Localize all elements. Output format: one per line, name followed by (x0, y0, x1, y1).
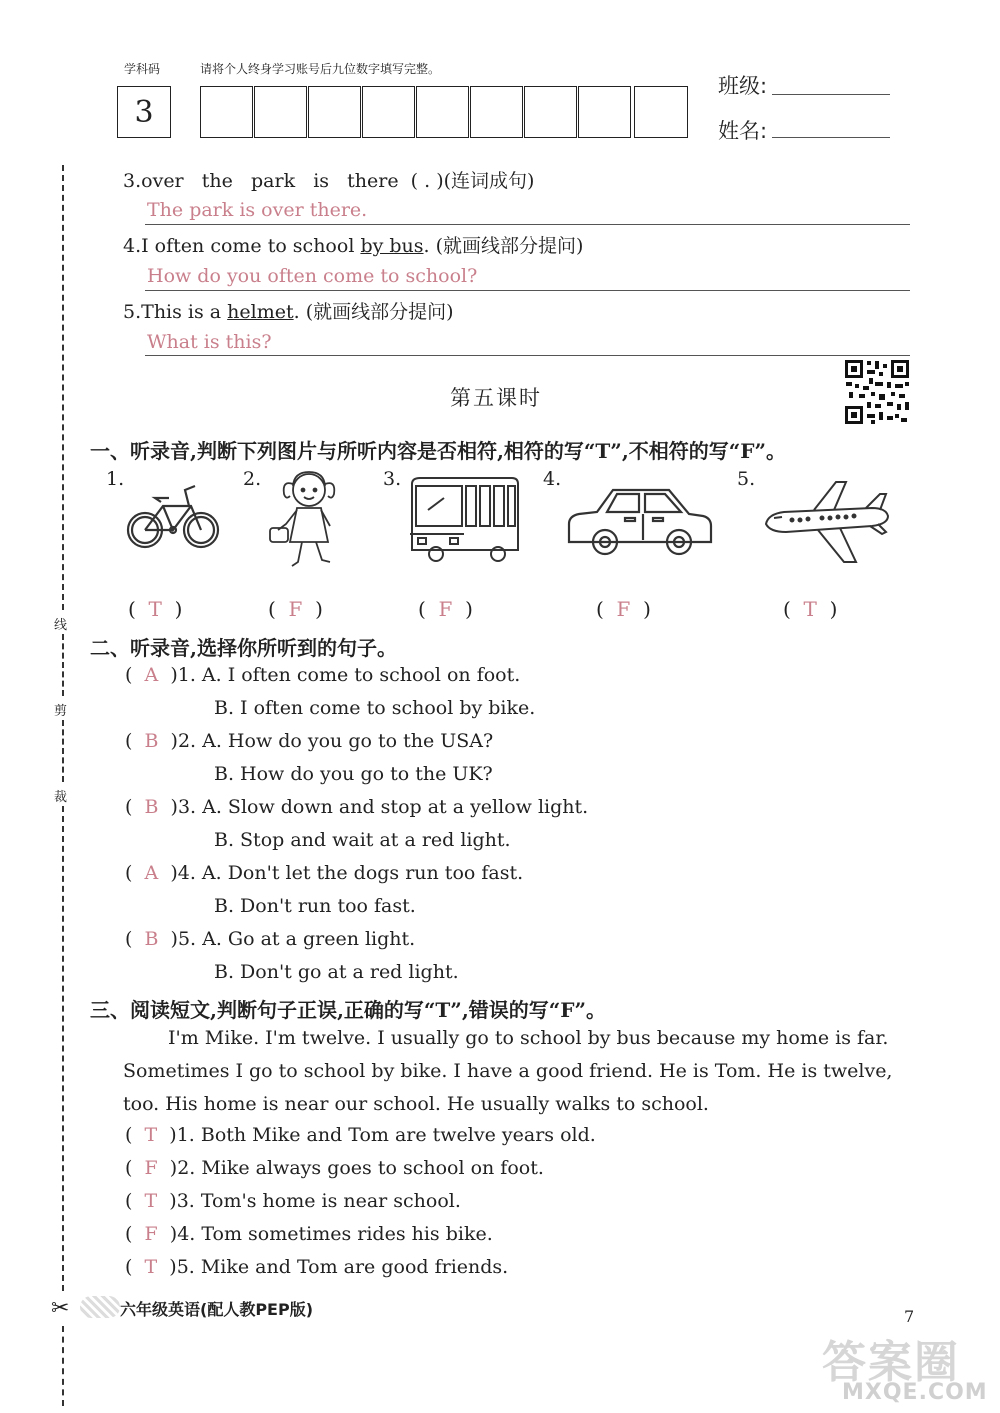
option-b: B. Don't go at a red light. (214, 961, 459, 983)
statement: 2. Mike always goes to school on foot. (177, 1157, 544, 1179)
passage-line: Sometimes I go to school by bike. I have a good friend. He is Tom. He is twelve, (123, 1060, 893, 1082)
bicycle-icon (125, 478, 221, 554)
question-3 (123, 166, 534, 193)
answer-value: F (144, 1223, 158, 1245)
choice-item: ( A )4. A. Don't let the dogs run too fast. (125, 862, 524, 884)
item-number: 4. (543, 468, 562, 490)
choice-item: ( B )5. A. Go at a green light. (125, 928, 416, 950)
item-number: 2. (243, 468, 262, 490)
question-instruction: . (就画线部分提问) (293, 301, 454, 323)
answer-paren[interactable]: ( F ) (268, 597, 323, 621)
option-b: B. Don't run too fast. (214, 895, 416, 917)
cut-line (62, 720, 64, 782)
answer-line (145, 355, 910, 356)
underlined-phrase: by bus (360, 235, 424, 257)
account-digit-box[interactable] (578, 86, 631, 138)
answer-3: The park is over there. (147, 199, 368, 221)
answer-paren[interactable]: ( T ) (783, 597, 838, 621)
answer-line (145, 224, 910, 225)
cut-line (62, 634, 64, 696)
page-number: 7 (904, 1307, 915, 1326)
answer-line (145, 290, 910, 291)
question-text: This is a (141, 301, 228, 323)
subject-code-box (117, 86, 171, 138)
option-a: 4. A. Don't let the dogs run too fast. (177, 862, 524, 884)
option-b: B. How do you go to the UK? (214, 763, 493, 785)
answer-value: B (144, 796, 159, 818)
answer-5: What is this? (147, 331, 272, 353)
question-number: 5. (123, 301, 142, 323)
subject-code-value: 3 (134, 94, 154, 130)
section-3-title: 三、阅读短文,判断句子正误,正确的写“T”,错误的写“F”。 (90, 998, 606, 1022)
footer-decoration (80, 1296, 120, 1318)
class-label: 班级: (718, 74, 768, 98)
account-digit-box[interactable] (308, 86, 361, 138)
answer-value: F (438, 597, 453, 621)
judge-item: ( T )5. Mike and Tom are good friends. (125, 1256, 509, 1278)
question-4 (123, 231, 583, 258)
account-digit-box[interactable] (254, 86, 307, 138)
answer-value: A (144, 664, 159, 686)
account-instruction: 请将个人终身学习账号后九位数字填写完整。 (200, 62, 441, 76)
question-number: 4. (123, 235, 142, 257)
answer-value: T (144, 1256, 158, 1278)
answer-value: F (288, 597, 303, 621)
cut-line-label: 裁 (54, 790, 68, 805)
question-text: over the park is there ( . )(连词成句) (141, 170, 535, 192)
class-blank[interactable] (772, 94, 890, 95)
question-instruction: . (就画线部分提问) (423, 235, 584, 257)
account-digit-box[interactable] (524, 86, 577, 138)
account-digit-box[interactable] (416, 86, 469, 138)
answer-value: A (144, 862, 159, 884)
name-label: 姓名: (718, 119, 768, 143)
item-number: 5. (737, 468, 756, 490)
item-number: 1. (106, 468, 125, 490)
statement: 1. Both Mike and Tom are twelve years old. (176, 1124, 596, 1146)
lesson-title: 第五课时 (450, 386, 542, 410)
qr-code-icon[interactable] (843, 358, 911, 426)
passage-line: I'm Mike. I'm twelve. I usually go to school by bus because my home is far. (168, 1027, 889, 1049)
account-digit-box[interactable] (470, 86, 523, 138)
car-icon (563, 484, 715, 558)
choice-item: ( B )2. A. How do you go to the USA? (125, 730, 494, 752)
choice-item: ( B )3. A. Slow down and stop at a yellow light. (125, 796, 589, 818)
item-number: 3. (383, 468, 402, 490)
question-text: I often come to school (141, 235, 361, 257)
answer-value: F (616, 597, 631, 621)
option-a: 1. A. I often come to school on foot. (177, 664, 521, 686)
choice-item: ( A )1. A. I often come to school on foot. (125, 664, 521, 686)
answer-value: T (148, 597, 162, 621)
answer-paren[interactable]: ( F ) (596, 597, 651, 621)
girl-walking-icon (264, 466, 350, 576)
answer-value: T (803, 597, 817, 621)
judge-item: ( T )1. Both Mike and Tom are twelve years old. (125, 1124, 596, 1146)
cut-line (62, 1326, 64, 1406)
account-digit-box[interactable] (634, 86, 688, 138)
subject-code-label: 学科码 (124, 62, 161, 76)
account-digit-box[interactable] (362, 86, 415, 138)
answer-value: T (144, 1190, 158, 1212)
passage-line: too. His home is near our school. He usually walks to school. (123, 1093, 709, 1115)
statement: 3. Tom's home is near school. (176, 1190, 461, 1212)
answer-value: T (144, 1124, 158, 1146)
cut-line (62, 806, 64, 1291)
answer-value: B (144, 730, 159, 752)
answer-value: F (144, 1157, 158, 1179)
statement: 4. Tom sometimes rides his bike. (177, 1223, 493, 1245)
answer-value: B (144, 928, 159, 950)
bus-icon (404, 474, 522, 564)
scissors-icon: ✂ (51, 1296, 70, 1321)
judge-item: ( F )4. Tom sometimes rides his bike. (125, 1223, 493, 1245)
section-2-title: 二、听录音,选择你所听到的句子。 (90, 636, 397, 660)
option-b: B. Stop and wait at a red light. (214, 829, 511, 851)
answer-paren[interactable]: ( T ) (128, 597, 183, 621)
question-number: 3. (123, 170, 142, 192)
option-b: B. I often come to school by bike. (214, 697, 536, 719)
statement: 5. Mike and Tom are good friends. (176, 1256, 509, 1278)
cut-line-label: 线 (54, 618, 68, 633)
option-a: 2. A. How do you go to the USA? (177, 730, 494, 752)
answer-paren[interactable]: ( F ) (418, 597, 473, 621)
cut-line-label: 剪 (54, 704, 68, 719)
account-digit-box[interactable] (200, 86, 253, 138)
footer-book-title: 六年级英语(配人教PEP版) (120, 1300, 314, 1319)
answer-4: How do you often come to school? (147, 265, 478, 287)
plane-icon (762, 480, 892, 566)
section-1-title: 一、听录音,判断下列图片与所听内容是否相符,相符的写“T”,不相符的写“F”。 (90, 439, 786, 463)
option-a: 3. A. Slow down and stop at a yellow light. (177, 796, 589, 818)
underlined-phrase: helmet (227, 301, 294, 323)
watermark-url: MXQE.COM (842, 1380, 988, 1405)
name-blank[interactable] (772, 137, 890, 138)
option-a: 5. A. Go at a green light. (177, 928, 416, 950)
watermark-logo: 答案圈 (822, 1337, 960, 1388)
judge-item: ( F )2. Mike always goes to school on foot. (125, 1157, 544, 1179)
judge-item: ( T )3. Tom's home is near school. (125, 1190, 461, 1212)
question-5 (123, 297, 454, 324)
cut-line (62, 165, 64, 610)
